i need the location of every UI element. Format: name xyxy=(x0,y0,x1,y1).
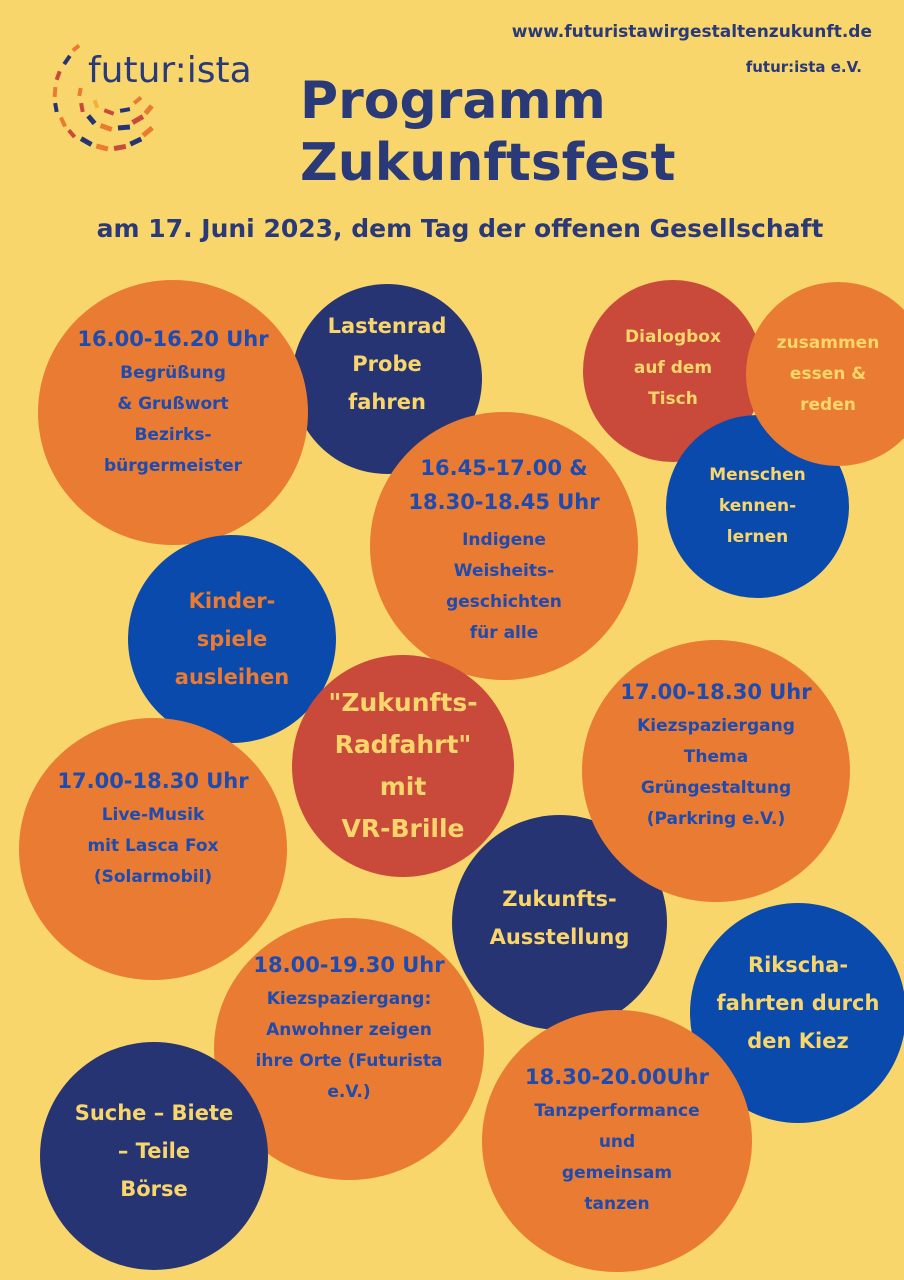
event-label: zusammen xyxy=(776,332,880,353)
event-label: Tisch xyxy=(648,388,698,409)
event-label: Anwohner zeigen xyxy=(266,1020,432,1040)
event-label: e.V.) xyxy=(327,1082,371,1102)
event-label: für alle xyxy=(469,623,539,643)
event-label: Menschen xyxy=(709,465,806,485)
event-label: ihre Orte (Futurista xyxy=(255,1051,443,1071)
event-label: Radfahrt" xyxy=(334,730,472,759)
organization-name: futur:ista e.V. xyxy=(745,58,862,76)
event-begruessung xyxy=(38,280,308,545)
event-time: 18.30-18.45 Uhr xyxy=(408,490,600,514)
logo-text: futur:ista xyxy=(88,50,252,91)
event-label: fahren xyxy=(348,390,426,414)
event-label: spiele xyxy=(196,627,268,651)
event-label: ausleihen xyxy=(174,665,290,689)
title-line-1: Programm xyxy=(300,71,606,131)
event-label: Zukunfts- xyxy=(502,886,617,911)
event-label: & Grußwort xyxy=(117,393,229,414)
event-label: Suche – Biete xyxy=(74,1101,234,1125)
event-label: Thema xyxy=(683,747,749,767)
event-label: Grüngestaltung xyxy=(640,778,792,798)
website-url[interactable]: www.futuristawirgestaltenzukunft.de xyxy=(511,22,872,42)
event-label: VR-Brille xyxy=(341,814,465,843)
event-label: Bezirks- xyxy=(134,424,212,445)
event-label: gemeinsam xyxy=(561,1163,673,1183)
title-line-2: Zukunftsfest xyxy=(300,133,676,193)
event-label: (Parkring e.V.) xyxy=(646,809,786,829)
event-label: (Solarmobil) xyxy=(93,866,213,887)
event-time: 18.00-19.30 Uhr xyxy=(253,953,445,977)
event-time: 18.30-20.00Uhr xyxy=(525,1065,709,1089)
event-label: reden xyxy=(800,394,856,415)
event-radfahrt xyxy=(292,655,514,877)
event-indigene xyxy=(370,412,638,680)
event-label: auf dem xyxy=(633,357,713,378)
event-livemusik xyxy=(19,718,287,980)
event-label: Indigene xyxy=(462,530,546,550)
event-time: 16.00-16.20 Uhr xyxy=(77,326,269,351)
event-time: 17.00-18.30 Uhr xyxy=(620,680,812,704)
event-tanz xyxy=(482,1010,752,1272)
event-label: tanzen xyxy=(584,1194,650,1214)
event-kiezspaziergang-gruen xyxy=(582,640,850,902)
event-label: Ausstellung xyxy=(489,924,630,949)
event-time: 17.00-18.30 Uhr xyxy=(57,768,249,793)
event-label: Probe xyxy=(352,352,422,376)
event-label: Börse xyxy=(120,1177,188,1201)
event-label: essen & xyxy=(789,363,867,384)
event-label: Kinder- xyxy=(188,589,276,613)
event-label: lernen xyxy=(726,527,789,547)
event-label: Lastenrad xyxy=(327,314,447,338)
event-label: bürgermeister xyxy=(104,455,242,476)
event-label: Tanzperformance xyxy=(534,1101,700,1121)
event-time: 16.45-17.00 & xyxy=(420,456,588,480)
event-label: Live-Musik xyxy=(101,804,205,825)
event-label: – Teile xyxy=(117,1139,191,1163)
event-label: Kiezspaziergang xyxy=(637,716,795,736)
event-label: Rikscha- xyxy=(747,953,849,977)
event-label: Begrüßung xyxy=(120,362,226,383)
event-label: kennen- xyxy=(718,496,797,516)
event-label: "Zukunfts- xyxy=(328,688,478,717)
event-label: und xyxy=(598,1132,636,1152)
event-label: mit xyxy=(379,772,427,801)
event-date-subtitle: am 17. Juni 2023, dem Tag der offenen Gesellschaft xyxy=(96,214,824,243)
event-boerse xyxy=(40,1042,268,1270)
event-label: Dialogbox xyxy=(625,326,721,347)
event-label: Kiezspaziergang: xyxy=(266,989,432,1009)
futurista-logo-icon xyxy=(42,28,272,168)
event-label: Weisheits- xyxy=(453,561,555,581)
event-label: mit Lasca Fox xyxy=(87,835,219,856)
page-title xyxy=(300,70,675,194)
event-label: geschichten xyxy=(446,592,562,612)
event-label: fahrten durch xyxy=(716,991,880,1015)
event-label: den Kiez xyxy=(747,1029,849,1053)
